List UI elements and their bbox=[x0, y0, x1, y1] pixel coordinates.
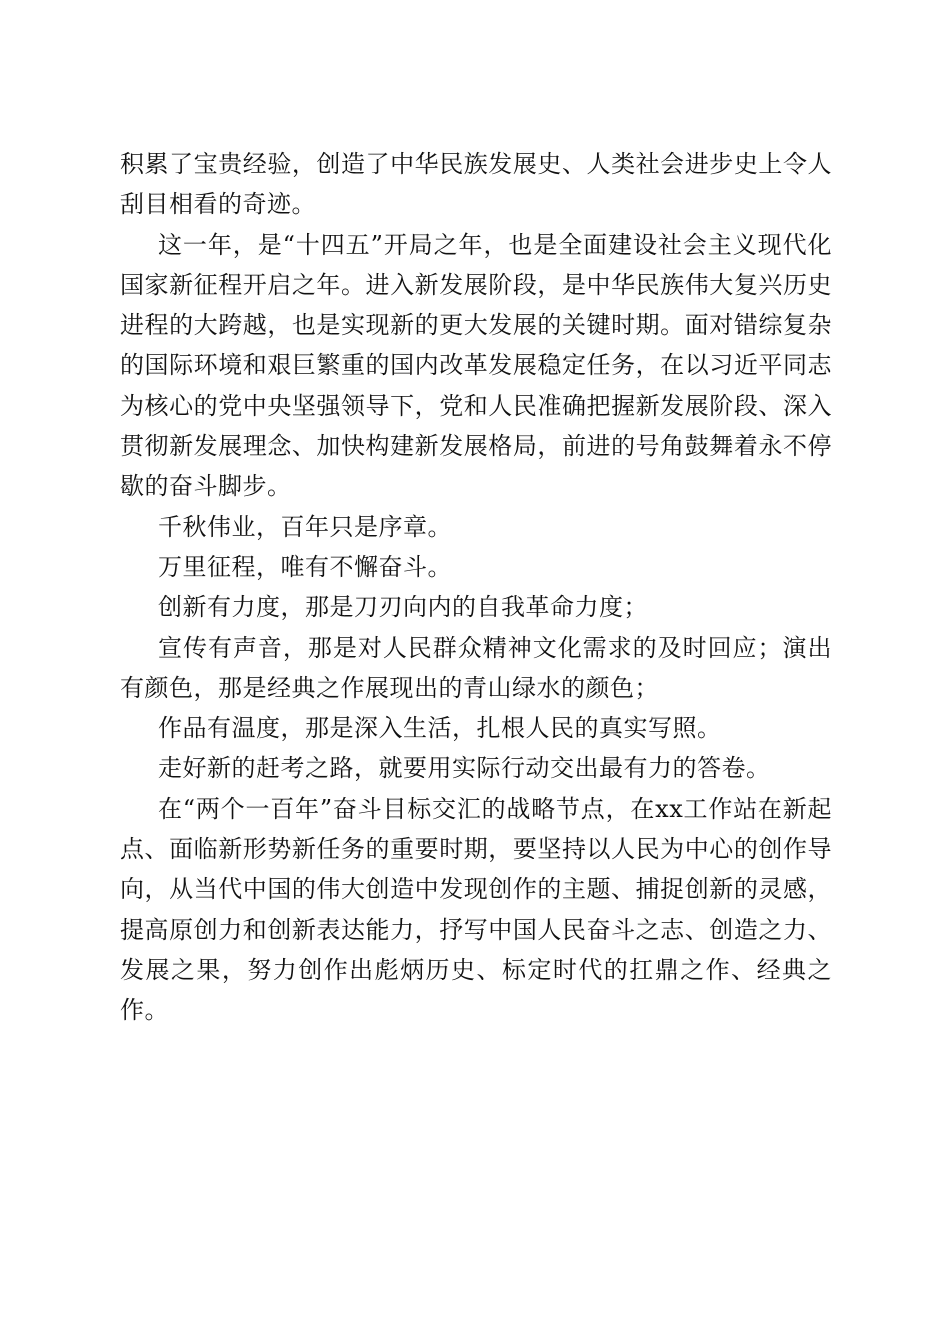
document-body bbox=[120, 144, 832, 1031]
paragraph-1: 积累了宝贵经验，创造了中华民族发展史、人类社会进步史上令人刮目相看的奇迹。 bbox=[120, 150, 832, 219]
paragraph-8: 走好新的赶考之路，就要用实际行动交出最有力的答卷。 bbox=[158, 754, 771, 783]
paragraph-2: 这一年，是“十四五”开局之年，也是全面建设社会主义现代化国家新征程开启之年。进入新发展阶段，是中华民族伟大复兴历史进程的大跨越，也是实现新的更大发展的关键时期。面对错综复杂的国际环境和艰巨繁重的国内改革发展稳定任务，在以习近平同志为核心的党中央坚强领导下，党和人民准确把握新发展阶段、深入贯彻新发展理念、加快构建新发展格局，前进的号角鼓舞着永不停歇的奋斗脚步。 bbox=[120, 230, 832, 501]
paragraph-4: 万里征程，唯有不懈奋斗。 bbox=[158, 552, 452, 581]
paragraph-9: 在“两个一百年”奋斗目标交汇的战略节点，在xx工作站在新起点、面临新形势新任务的重要时期，要坚持以人民为中心的创作导向，从当代中国的伟大创造中发现创作的主题、捕捉创新的灵感，提高原创力和创新表达能力，抒写中国人民奋斗之志、创造之力、发展之果，努力创作出彪炳历史、标定时代的扛鼎之作、经典之作。 bbox=[120, 794, 832, 1025]
paragraph-7: 作品有温度，那是深入生活，扎根人民的真实写照。 bbox=[158, 714, 722, 743]
paragraph-6: 宣传有声音，那是对人民群众精神文化需求的及时回应；演出有颜色，那是经典之作展现出的青山绿水的颜色； bbox=[120, 633, 832, 702]
paragraph-5: 创新有力度，那是刀刃向内的自我革命力度； bbox=[158, 593, 648, 622]
paragraph-3: 千秋伟业，百年只是序章。 bbox=[158, 512, 452, 541]
